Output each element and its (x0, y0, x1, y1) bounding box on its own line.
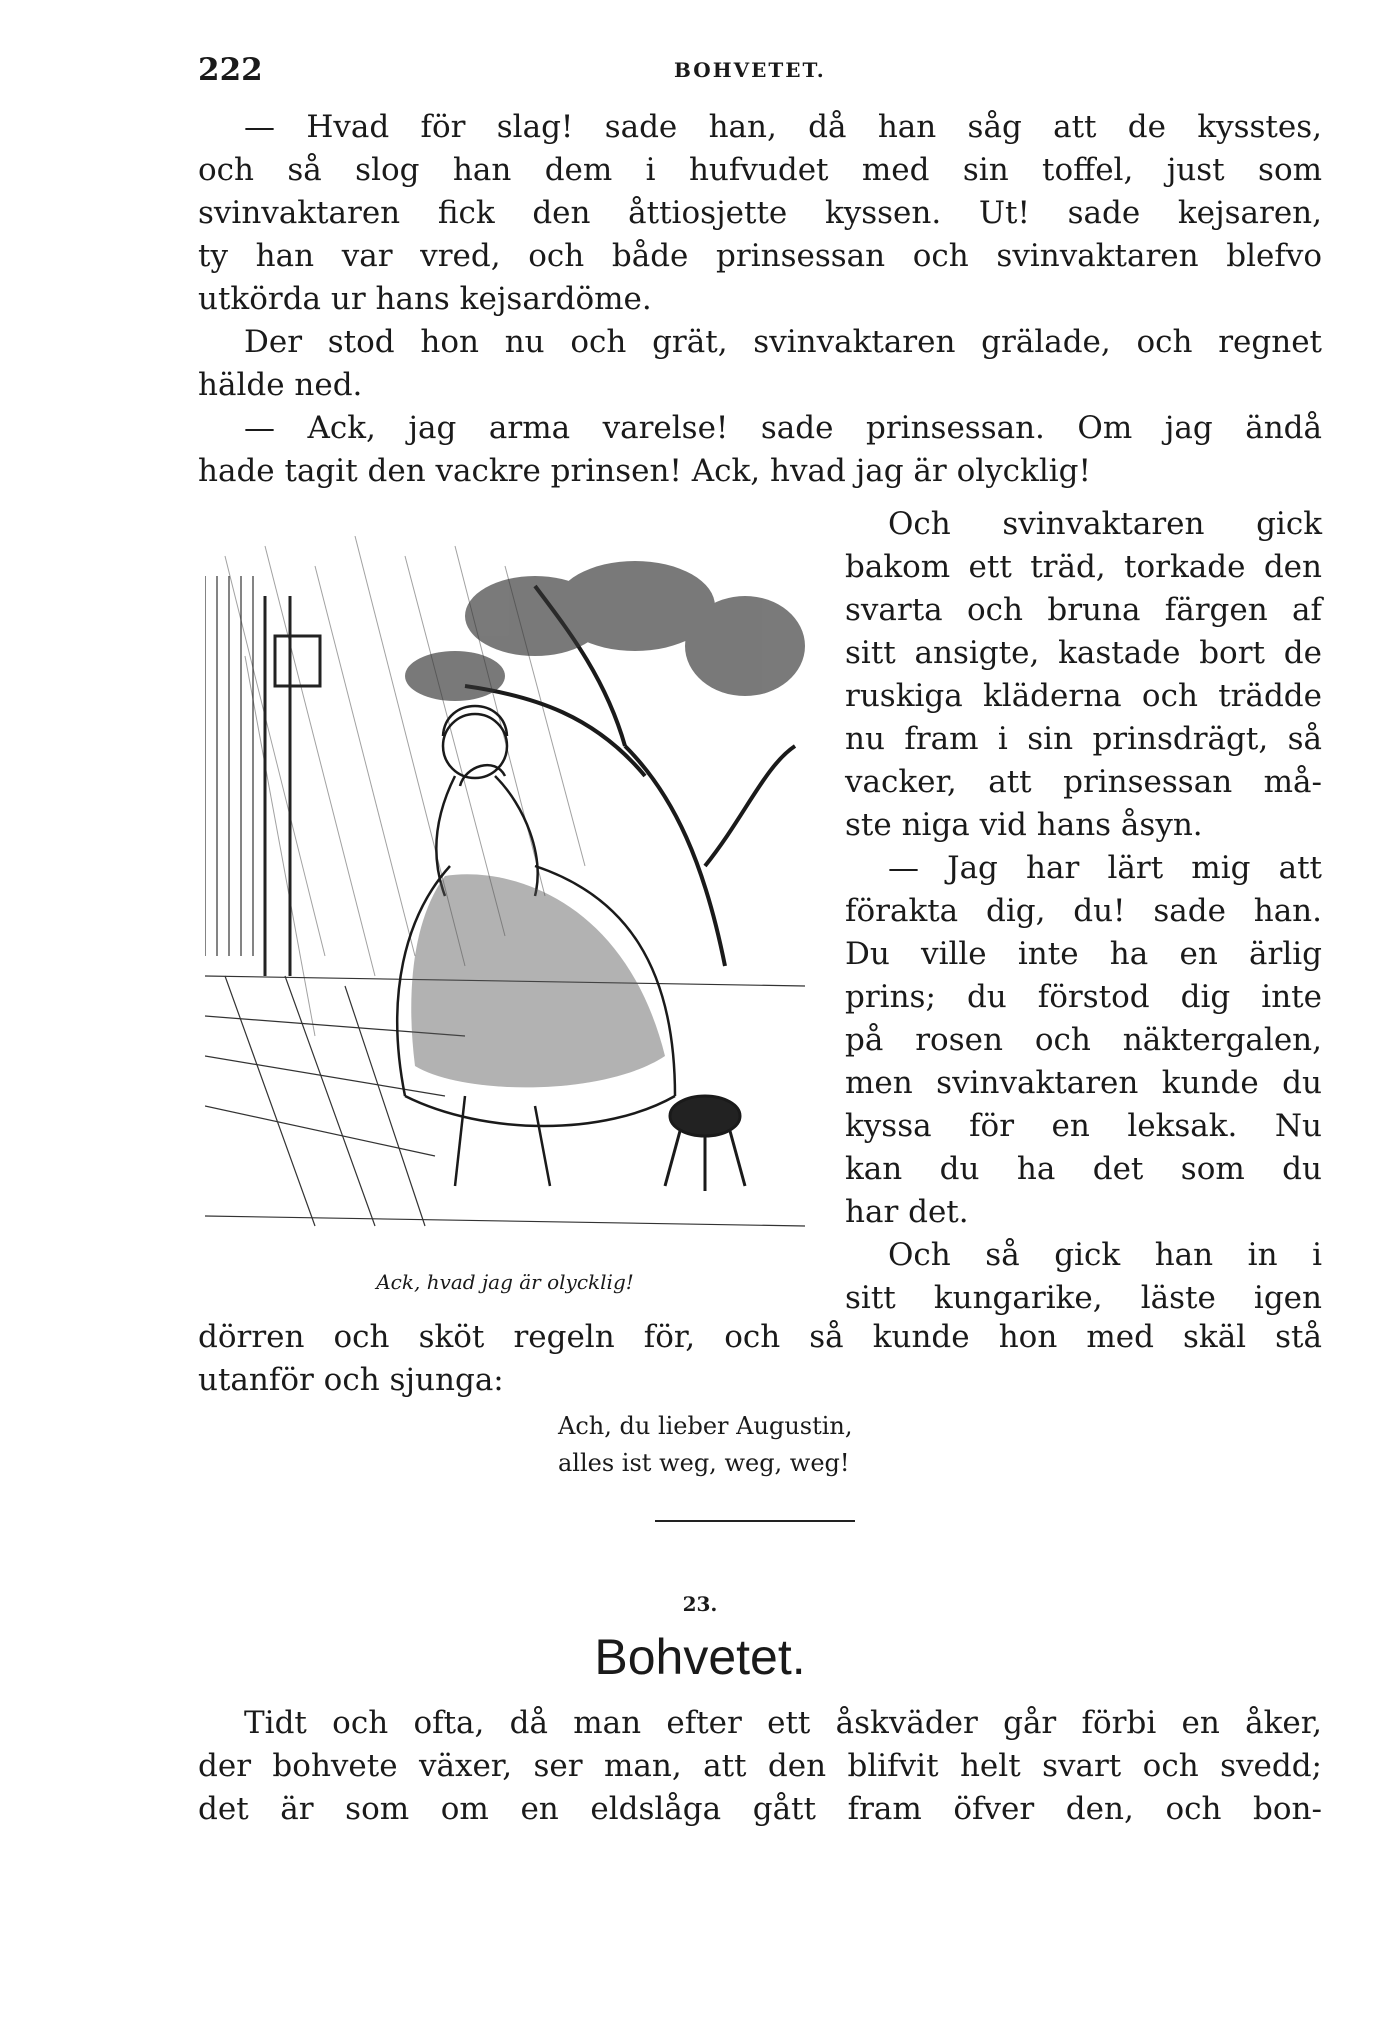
text-line: vacker, att prinsessan må- (845, 764, 1322, 800)
text-line: sitt kungarike, läste igen (845, 1280, 1322, 1316)
after-illustration-paragraph (198, 1316, 1322, 1402)
text-line: utkörda ur hans kejsardöme. (198, 281, 652, 317)
text-line: svinvaktaren fick den åttiosjette kyssen. Ut! sade kejsaren, (198, 195, 1322, 231)
page-header (198, 52, 1320, 92)
text-line: nu fram i sin prinsdrägt, så (845, 721, 1322, 757)
text-line: bakom ett träd, torkade den (845, 549, 1322, 585)
text-line: det är som om en eldslåga gått fram öfver den, och bon- (198, 1791, 1322, 1827)
crying-princess-illustration (205, 536, 805, 1236)
text-line: prins; du förstod dig inte (845, 979, 1322, 1015)
page-number: 222 (198, 52, 263, 88)
text-line: och så slog han dem i hufvudet med sin toffel, just som (198, 152, 1322, 188)
text-line: ruskiga kläderna och trädde (845, 678, 1322, 714)
song-verse (558, 1408, 853, 1482)
section-divider (655, 1520, 855, 1522)
text-line: — Ack, jag arma varelse! sade prinsessan. Om jag ändå (244, 410, 1322, 446)
text-line: ste niga vid hans åsyn. (845, 807, 1203, 843)
verse-line: alles ist weg, weg, weg! (558, 1449, 850, 1477)
text-line: ty han var vred, och både prinsessan och svinvaktaren blefvo (198, 238, 1322, 274)
text-line: Och så gick han in i (888, 1237, 1322, 1273)
text-line: utanför och sjunga: (198, 1362, 504, 1398)
verse-line: Ach, du lieber Augustin, (558, 1412, 853, 1440)
section-opening-paragraph (198, 1702, 1322, 1831)
text-line: hälde ned. (198, 367, 363, 403)
section-title: Bohvetet. (594, 1629, 806, 1685)
section-number: 23. (682, 1592, 718, 1616)
text-line: — Hvad för slag! sade han, då han såg att de kysstes, (244, 109, 1322, 145)
text-line: hade tagit den vackre prinsen! Ack, hvad jag är olycklig! (198, 453, 1091, 489)
text-line: svarta och bruna färgen af (845, 592, 1322, 628)
running-head: BOHVETET. (674, 58, 826, 82)
text-line: kyssa för en leksak. Nu (845, 1108, 1322, 1144)
text-line: — Jag har lärt mig att (888, 850, 1322, 886)
engraving-illustration (205, 536, 805, 1236)
text-line: men svinvaktaren kunde du (845, 1065, 1322, 1101)
side-column-text (845, 503, 1322, 1320)
text-line: förakta dig, du! sade han. (845, 893, 1322, 929)
text-line: har det. (845, 1194, 969, 1230)
text-line: på rosen och näktergalen, (845, 1022, 1322, 1058)
text-line: sitt ansigte, kastade bort de (845, 635, 1322, 671)
text-line: Och svinvaktaren gick (888, 506, 1322, 542)
text-line: Du ville inte ha en ärlig (845, 936, 1322, 972)
text-line: kan du ha det som du (845, 1151, 1322, 1187)
text-line: Der stod hon nu och grät, svinvaktaren grälade, och regnet (244, 324, 1322, 360)
illustration-caption: Ack, hvad jag är olycklig! (376, 1270, 634, 1294)
text-line: Tidt och ofta, då man efter ett åskväder går förbi en åker, (244, 1705, 1322, 1741)
text-line: dörren och sköt regeln för, och så kunde hon med skäl stå (198, 1319, 1322, 1355)
top-paragraphs (198, 106, 1322, 493)
text-line: der bohvete växer, ser man, att den blifvit helt svart och svedd; (198, 1748, 1322, 1784)
